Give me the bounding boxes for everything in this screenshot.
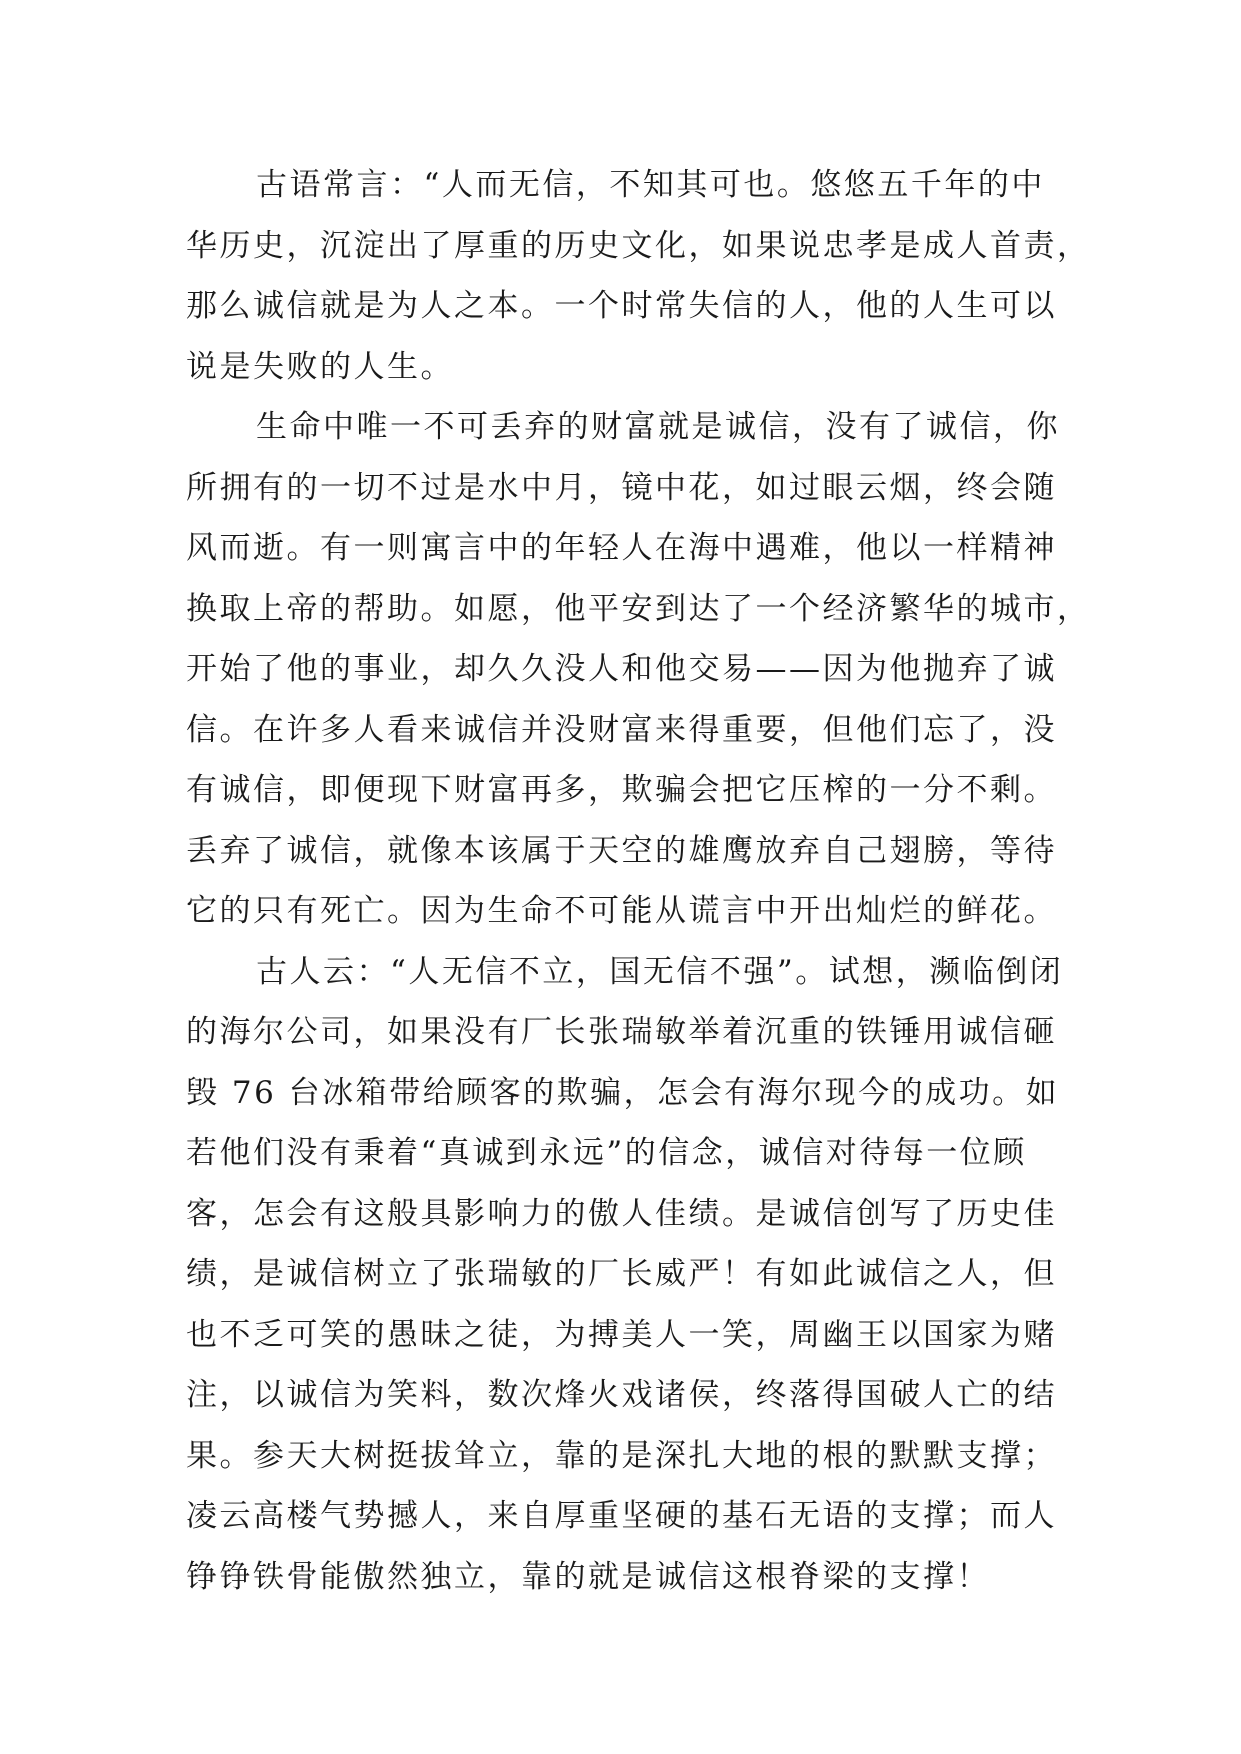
text-line: 它的只有死亡。因为生命不可能从谎言中开出灿烂的鲜花。 xyxy=(186,893,1057,929)
text-line: 果。参天大树挺拔耸立，靠的是深扎大地的根的默默支撑； xyxy=(186,1437,1057,1474)
text-line: 风而逝。有一则寓言中的年轻人在海中遇难，他以一样精神 xyxy=(186,530,1057,566)
text-line: 华历史，沉淀出了厚重的历史文化，如果说忠孝是成人首责， xyxy=(186,227,1091,264)
text-line: 铮铮铁骨能傲然独立，靠的就是诚信这根脊梁的支撑！ xyxy=(186,1558,990,1595)
paragraph-3 xyxy=(186,942,1066,1608)
paragraph-1 xyxy=(186,155,1091,397)
text-line: 说是失败的人生。 xyxy=(186,348,454,385)
text-line: 凌云高楼气势撼人，来自厚重坚硬的基石无语的支撑；而人 xyxy=(186,1498,1057,1534)
text-line: 若他们没有秉着“真诚到永远”的信念，诚信对待每一位顾 xyxy=(186,1135,1027,1171)
text-line: 也不乏可笑的愚昧之徒，为搏美人一笑，周幽王以国家为赌 xyxy=(186,1316,1057,1353)
text-line: 的海尔公司，如果没有厂长张瑞敏举着沉重的铁锤用诚信砸 xyxy=(186,1014,1057,1050)
text-line: 毁 76 台冰箱带给顾客的欺骗，怎会有海尔现今的成功。如 xyxy=(186,1074,1060,1111)
text-line: 有诚信，即便现下财富再多，欺骗会把它压榨的一分不剩。 xyxy=(186,772,1057,808)
text-line: 绩，是诚信树立了张瑞敏的厂长威严！有如此诚信之人，但 xyxy=(186,1256,1057,1292)
text-line: 古人云：“人无信不立，国无信不强”。试想，濒临倒闭 xyxy=(256,953,1064,990)
text-line: 客，怎会有这般具影响力的傲人佳绩。是诚信创写了历史佳 xyxy=(186,1195,1057,1232)
text-line: 开始了他的事业，却久久没人和他交易——因为他抛弃了诚 xyxy=(186,651,1057,687)
text-line: 所拥有的一切不过是水中月，镜中花，如过眼云烟，终会随 xyxy=(186,469,1057,506)
text-line: 生命中唯一不可丢弃的财富就是诚信，没有了诚信，你 xyxy=(256,409,1060,445)
text-line: 注，以诚信为笑料，数次烽火戏诸侯，终落得国破人亡的结 xyxy=(186,1377,1057,1413)
text-line: 信。在许多人看来诚信并没财富来得重要，但他们忘了，没 xyxy=(186,711,1057,748)
text-line: 古语常言：“人而无信，不知其可也。悠悠五千年的中 xyxy=(256,167,1045,203)
text-line: 丢弃了诚信，就像本该属于天空的雄鹰放弃自己翅膀，等待 xyxy=(186,832,1057,869)
paragraph-2 xyxy=(186,397,1091,942)
article-body xyxy=(186,155,1091,1607)
text-line: 那么诚信就是为人之本。一个时常失信的人，他的人生可以 xyxy=(186,288,1057,324)
text-line: 换取上帝的帮助。如愿，他平安到达了一个经济繁华的城市， xyxy=(186,590,1091,627)
